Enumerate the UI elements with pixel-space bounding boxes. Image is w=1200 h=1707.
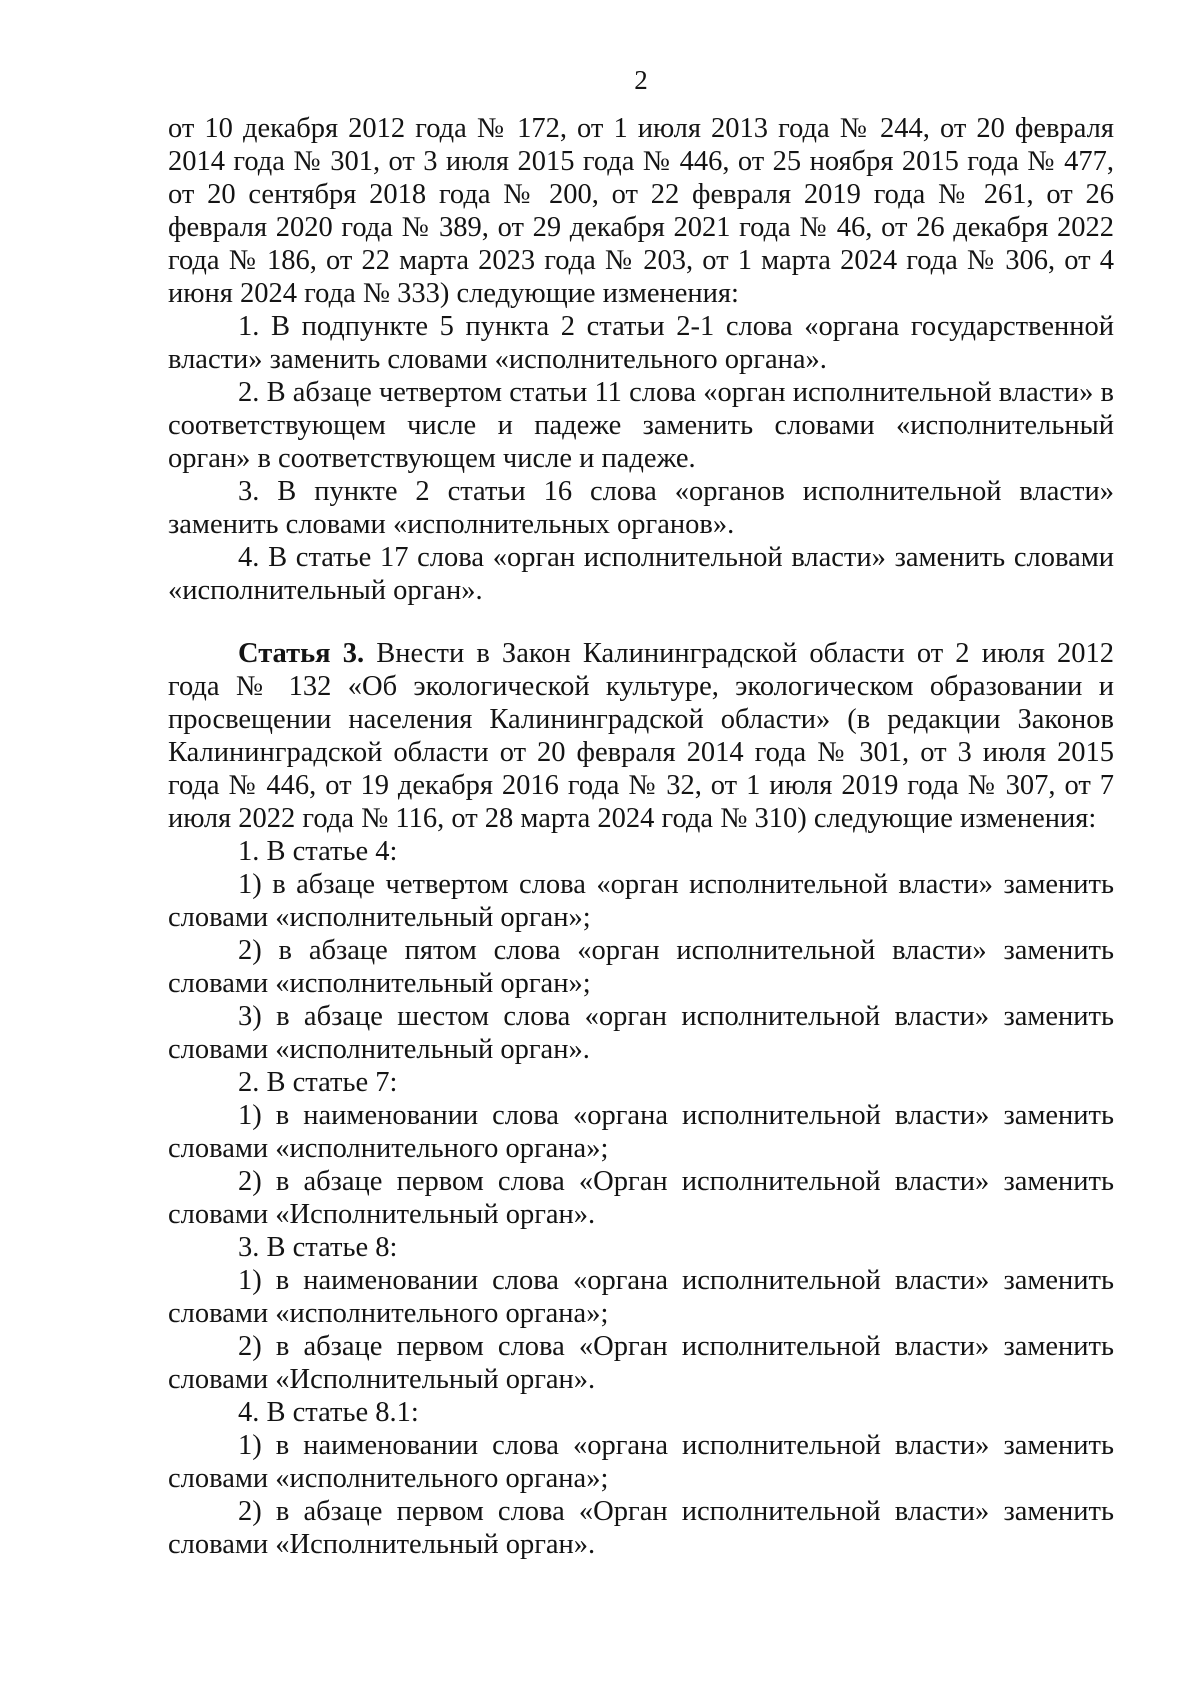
item-article-4-sub-3: 3) в абзаце шестом слова «орган исполнительной власти» заменить словами «исполнительный орган». [168, 1001, 1114, 1065]
item-article-7-sub-2: 2) в абзаце первом слова «Орган исполнительной власти» заменить словами «Исполнительный орган». [168, 1166, 1114, 1230]
paragraph-change-2: 2. В абзаце четвертом статьи 11 слова «орган исполнительной власти» в соответствующем числе и падеже заменить словами «исполнительный орган» в соответствующем числе и падеже. [168, 377, 1114, 474]
article-3-text: Внести в Закон Калининградской области от 2 июля 2012 года № 132 «Об экологической культуре, экологическом образовании и просвещении населения Калининградской области» (в редакции Законов Калининградской области от 20 февраля 2014 года № 301, от 3 июля 2015 года № 446, от 19 декабря 2016 года № 32, от 1 июля 2019 года № 307, от 7 июля 2022 года № 116, от 28 марта 2024 года № 310) следующие изменения: [168, 638, 1114, 834]
item-article-4-sub-1: 1) в абзаце четвертом слова «орган исполнительной власти» заменить словами «исполнительный орган»; [168, 869, 1114, 933]
item-article-8-sub-1: 1) в наименовании слова «органа исполнительной власти» заменить словами «исполнительного органа»; [168, 1265, 1114, 1329]
item-article-8-1-sub-1: 1) в наименовании слова «органа исполнительной власти» заменить словами «исполнительного органа»; [168, 1430, 1114, 1494]
document-page [168, 64, 1114, 1561]
item-article-7-sub-1: 1) в наименовании слова «органа исполнительной власти» заменить словами «исполнительного органа»; [168, 1100, 1114, 1164]
item-article-8-sub-2: 2) в абзаце первом слова «Орган исполнительной власти» заменить словами «Исполнительный орган». [168, 1331, 1114, 1395]
article-3-paragraph [168, 637, 1114, 835]
paragraph-change-4: 4. В статье 17 слова «орган исполнительной власти» заменить словами «исполнительный орган». [168, 542, 1114, 606]
article-3-heading: Статья 3. [238, 638, 365, 669]
page-number: 2 [634, 65, 648, 95]
paragraph-change-3: 3. В пункте 2 статьи 16 слова «органов исполнительной власти» заменить словами «исполнительных органов». [168, 476, 1114, 540]
section-spacer [168, 607, 1114, 637]
item-article-8: 3. В статье 8: [238, 1232, 398, 1263]
item-article-8-1: 4. В статье 8.1: [238, 1397, 419, 1428]
item-article-4-sub-2: 2) в абзаце пятом слова «орган исполнительной власти» заменить словами «исполнительный орган»; [168, 935, 1114, 999]
item-article-7: 2. В статье 7: [238, 1067, 398, 1098]
paragraph-change-1: 1. В подпункте 5 пункта 2 статьи 2-1 слова «органа государственной власти» заменить словами «исполнительного органа». [168, 311, 1114, 375]
paragraph-amendment-list: от 10 декабря 2012 года № 172, от 1 июля 2013 года № 244, от 20 февраля 2014 года № 301, от 3 июля 2015 года № 446, от 25 ноября 2015 года № 477, от 20 сентября 2018 года № 200, от 22 февраля 2019 года № 261, от 26 февраля 2020 года № 389, от 29 декабря 2021 года № 46, от 26 декабря 2022 года № 186, от 22 марта 2023 года № 203, от 1 марта 2024 года № 306, от 4 июня 2024 года № 333) следующие изменения: [168, 113, 1114, 309]
item-article-4: 1. В статье 4: [238, 836, 398, 867]
item-article-8-1-sub-2: 2) в абзаце первом слова «Орган исполнительной власти» заменить словами «Исполнительный орган». [168, 1496, 1114, 1560]
